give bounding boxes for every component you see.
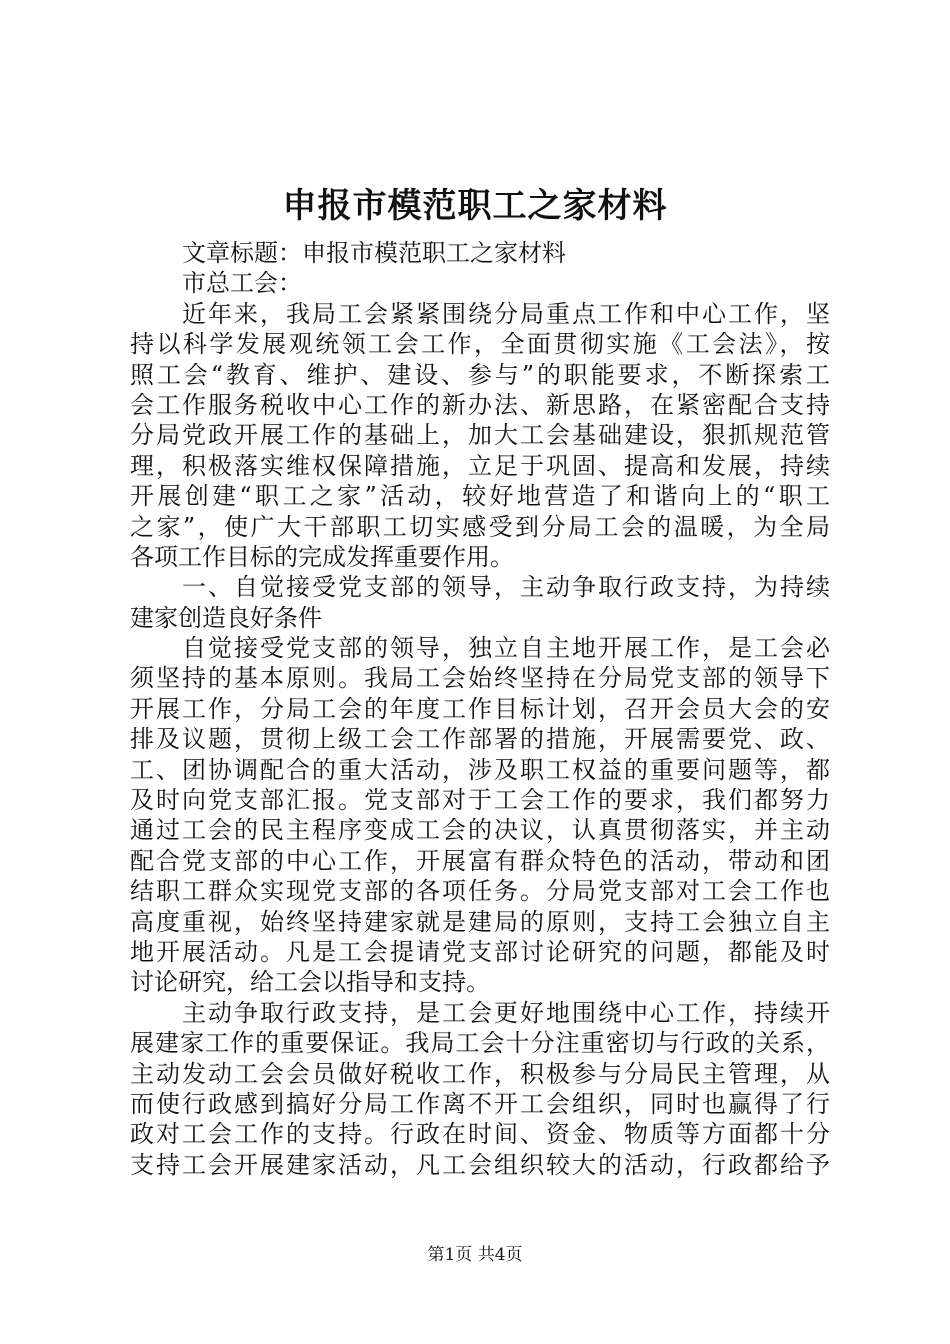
paragraph-line: 而使行政感到搞好分局工作离不开工会组织，同时也赢得了行 [130,1089,830,1118]
paragraph-line: 配合党支部的中心工作，开展富有群众特色的活动，带动和团 [130,846,830,875]
paragraph-line: 高度重视，始终坚持建家就是建局的原则，支持工会独立自主 [130,907,830,936]
paragraph-line: 排及议题，贯彻上级工会工作部署的措施，开展需要党、政、 [130,725,830,754]
paragraph-line: 自觉接受党支部的领导，独立自主地开展工作，是工会必 [182,634,830,663]
paragraph-line: 开展创建“职工之家”活动，较好地营造了和谐向上的“职工 [130,482,830,511]
section-heading-line: 一、自觉接受党支部的领导，主动争取行政支持，为持续 [182,573,830,602]
paragraph-line: 近年来，我局工会紧紧围绕分局重点工作和中心工作，坚 [182,299,830,328]
article-title-line: 文章标题：申报市模范职工之家材料 [182,239,566,267]
paragraph-line: 理，积极落实维权保障措施，立足于巩固、提高和发展，持续 [130,451,830,480]
paragraph-line: 各项工作目标的完成发挥重要作用。 [130,542,514,571]
paragraph-line: 讨论研究，给工会以指导和支持。 [130,968,490,997]
page-number: 第1页 共4页 [427,1245,523,1265]
paragraph-line: 开展工作，分局工会的年度工作目标计划，召开会员大会的安 [130,694,830,723]
paragraph-line: 通过工会的民主程序变成工会的决议，认真贯彻落实，并主动 [130,816,830,845]
paragraph-line: 会工作服务税收中心工作的新办法、新思路，在紧密配合支持 [130,390,830,419]
paragraph-line: 主动发动工会会员做好税收工作，积极参与分局民主管理，从 [130,1059,830,1088]
paragraph-line: 展建家工作的重要保证。我局工会十分注重密切与行政的关系， [130,1029,830,1058]
paragraph-line: 政对工会工作的支持。行政在时间、资金、物质等方面都十分 [130,1120,830,1149]
document-title: 申报市模范职工之家材料 [282,186,668,226]
paragraph-line: 结职工群众实现党支部的各项任务。分局党支部对工会工作也 [130,877,830,906]
paragraph-line: 持以科学发展观统领工会工作，全面贯彻实施《工会法》，按 [130,330,830,359]
page-footer [0,1244,950,1266]
paragraph-line: 之家”，使广大干部职工切实感受到分局工会的温暖，为全局 [130,512,830,541]
paragraph-line: 照工会“教育、维护、建设、参与”的职能要求，不断探索工 [130,360,830,389]
paragraph-line: 须坚持的基本原则。我局工会始终坚持在分局党支部的领导下 [130,664,830,693]
paragraph-line: 支持工会开展建家活动，凡工会组织较大的活动，行政都给予 [130,1150,830,1179]
paragraph-line: 地开展活动。凡是工会提请党支部讨论研究的问题，都能及时 [130,937,830,966]
paragraph-line: 主动争取行政支持，是工会更好地围绕中心工作，持续开 [182,998,830,1027]
paragraph-line: 工、团协调配合的重大活动，涉及职工权益的重要问题等，都 [130,755,830,784]
paragraph-line: 分局党政开展工作的基础上，加大工会基础建设，狠抓规范管 [130,421,830,450]
document-body [130,238,830,1180]
salutation-line: 市总工会： [182,269,302,298]
section-heading-line: 建家创造良好条件 [130,603,322,632]
paragraph-line: 及时向党支部汇报。党支部对于工会工作的要求，我们都努力 [130,786,830,815]
